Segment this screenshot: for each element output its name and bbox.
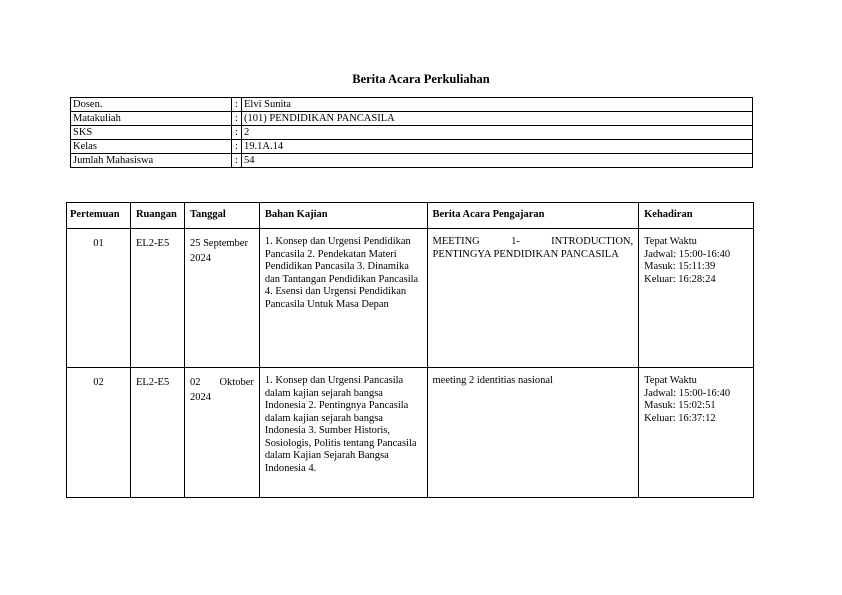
- cell-pertemuan: 02: [67, 368, 131, 498]
- info-separator: :: [232, 140, 242, 154]
- info-value: (101) PENDIDIKAN PANCASILA: [242, 112, 753, 126]
- info-row-kelas: [71, 140, 753, 154]
- page-title: Berita Acara Perkuliahan: [352, 72, 490, 86]
- info-label: Dosen.: [71, 98, 232, 112]
- cell-tanggal: [184, 368, 259, 498]
- kehadiran-keluar: Keluar: 16:37:12: [644, 412, 716, 424]
- kehadiran-masuk: Masuk: 15:02:51: [644, 400, 716, 411]
- cell-tanggal: [184, 229, 259, 368]
- cell-pertemuan: 01: [67, 229, 131, 368]
- kehadiran-jadwal: Jadwal: 15:00-16:40: [644, 387, 731, 399]
- table-row: [67, 368, 754, 498]
- info-label: Jumlah Mahasiswa: [71, 154, 232, 168]
- kehadiran-jadwal: Jadwal: 15:00-16:40: [644, 248, 731, 260]
- cell-berita-acara: [427, 229, 639, 368]
- bahan-kajian-text: 1. Konsep dan Urgensi Pendidikan Pancasila 2. Pendekatan Materi Pendidikan Pancasila 3. Dinamika dan Tantangan Pendidikan Pancasila 4. Esensi dan Urgensi Pendidikan Pancasila Untuk Masa Depan: [264, 236, 419, 310]
- info-separator: :: [232, 98, 242, 112]
- column-header-tanggal: Tanggal: [184, 203, 259, 229]
- info-label: Matakuliah: [71, 112, 232, 126]
- cell-bahan-kajian: [259, 229, 427, 368]
- column-header-ruangan: Ruangan: [130, 203, 184, 229]
- info-label: SKS: [71, 126, 232, 140]
- table-header-row: [67, 203, 754, 229]
- info-separator: :: [232, 112, 242, 126]
- kehadiran-status: Tepat Waktu: [644, 375, 697, 386]
- info-label: Kelas: [71, 140, 232, 154]
- cell-berita-acara: [427, 368, 639, 498]
- info-table: [70, 97, 753, 168]
- kehadiran-status: Tepat Waktu: [644, 236, 697, 247]
- lecture-table: [66, 202, 754, 498]
- cell-kehadiran: [639, 368, 754, 498]
- cell-ruangan: EL2-E5: [130, 229, 184, 368]
- column-header-kehadiran: Kehadiran: [639, 203, 754, 229]
- table-row: [67, 229, 754, 368]
- column-header-berita-acara: Berita Acara Pengajaran: [427, 203, 639, 229]
- info-value: 2: [242, 126, 753, 140]
- berita-acara-text: meeting 2 identitias nasional: [432, 375, 553, 386]
- info-separator: :: [232, 154, 242, 168]
- info-row-dosen: [71, 98, 753, 112]
- column-header-bahan-kajian: Bahan Kajian: [259, 203, 427, 229]
- cell-ruangan: EL2-E5: [130, 368, 184, 498]
- berita-acara-text: MEETING 1- INTRODUCTION, PENTINGYA PENDIDIKAN PANCASILA: [432, 236, 634, 260]
- info-separator: :: [232, 126, 242, 140]
- info-row-jumlah-mahasiswa: [71, 154, 753, 168]
- info-row-sks: [71, 126, 753, 140]
- bahan-kajian-text: 1. Konsep dan Urgensi Pancasila dalam kajian sejarah bangsa Indonesia 2. Pentingnya Pancasila dalam kajian sejarah bangsa Indonesia 3. Sumber Historis, Sosiologis, Politis tentang Pancasila dalam Kajian Sejarah Bangsa Indonesia 4.: [264, 375, 417, 474]
- kehadiran-keluar: Keluar: 16:28:24: [644, 273, 716, 285]
- cell-kehadiran: [639, 229, 754, 368]
- info-row-matakuliah: [71, 112, 753, 126]
- column-header-pertemuan: Pertemuan: [67, 203, 131, 229]
- info-value: 19.1A.14: [242, 140, 753, 154]
- tanggal-text: 02 Oktober 2024: [189, 377, 254, 403]
- kehadiran-masuk: Masuk: 15:11:39: [644, 261, 716, 272]
- info-value: Elvi Sunita: [242, 98, 753, 112]
- tanggal-text: 25 September 2024: [189, 238, 248, 264]
- cell-bahan-kajian: [259, 368, 427, 498]
- info-value: 54: [242, 154, 753, 168]
